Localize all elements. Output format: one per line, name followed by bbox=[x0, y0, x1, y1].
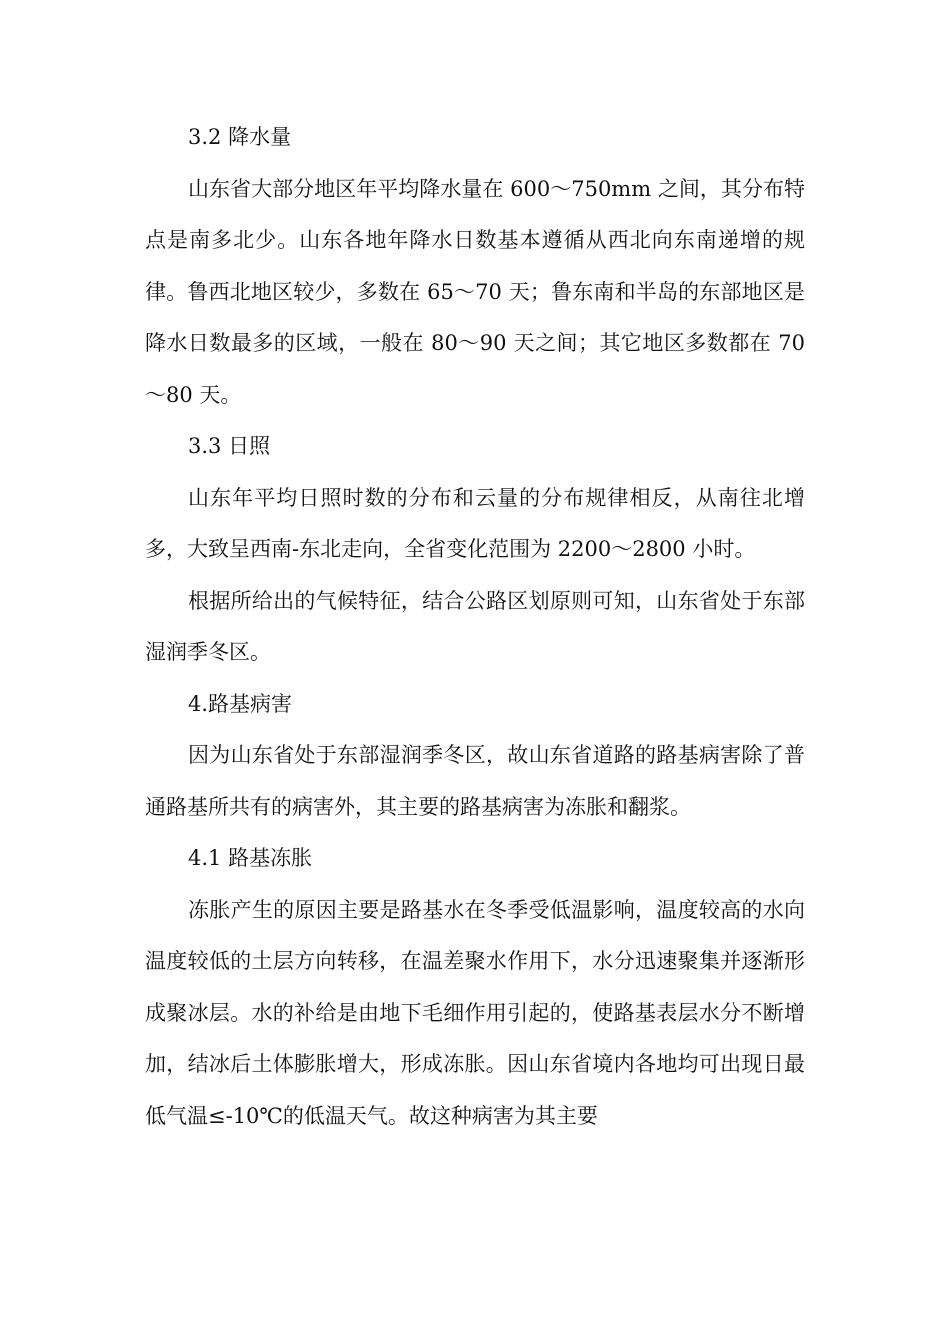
paragraph-sunshine: 山东年平均日照时数的分布和云量的分布规律相反，从南往北增多，大致呈西南-东北走向，全省变化范围为 2200～2800 小时。 bbox=[145, 485, 805, 561]
section-heading-frost-heave: 4.1 路基冻胀 bbox=[188, 846, 313, 870]
section-heading-subgrade-diseases: 4.路基病害 bbox=[188, 691, 293, 716]
section-heading-sunshine: 3.3 日照 bbox=[188, 434, 271, 458]
paragraph-frost-heave: 冻胀产生的原因主要是路基水在冬季受低温影响，温度较高的水向温度较低的土层方向转移，在温差聚水作用下，水分迅速聚集并逐渐形成聚冰层。水的补给是由地下毛细作用引起的，使路基表层水分不断增加，结冰后土体膨胀增大，形成冻胀。因山东省境内各地均可出现日最低气温≤-10℃的低温天气。故这种病害为其主要 bbox=[145, 897, 805, 1128]
section-heading-precipitation: 3.2 降水量 bbox=[188, 125, 292, 149]
paragraph-climate-zone: 根据所给出的气候特征，结合公路区划原则可知，山东省处于东部湿润季冬区。 bbox=[145, 588, 805, 664]
paragraph-subgrade-diseases: 因为山东省处于东部湿润季冬区，故山东省道路的路基病害除了普通路基所共有的病害外，其主要的路基病害为冻胀和翻浆。 bbox=[145, 743, 805, 819]
paragraph-precipitation: 山东省大部分地区年平均降水量在 600～750mm 之间，其分布特点是南多北少。山东各地年降水日数基本遵循从西北向东南递增的规律。鲁西北地区较少，多数在 65～70 天；鲁东南和半岛的东部地区是降水日数最多的区域，一般在 80～90 天之间；其它地区多数都在 70～80 天。 bbox=[145, 176, 805, 407]
document-body bbox=[145, 112, 805, 1142]
